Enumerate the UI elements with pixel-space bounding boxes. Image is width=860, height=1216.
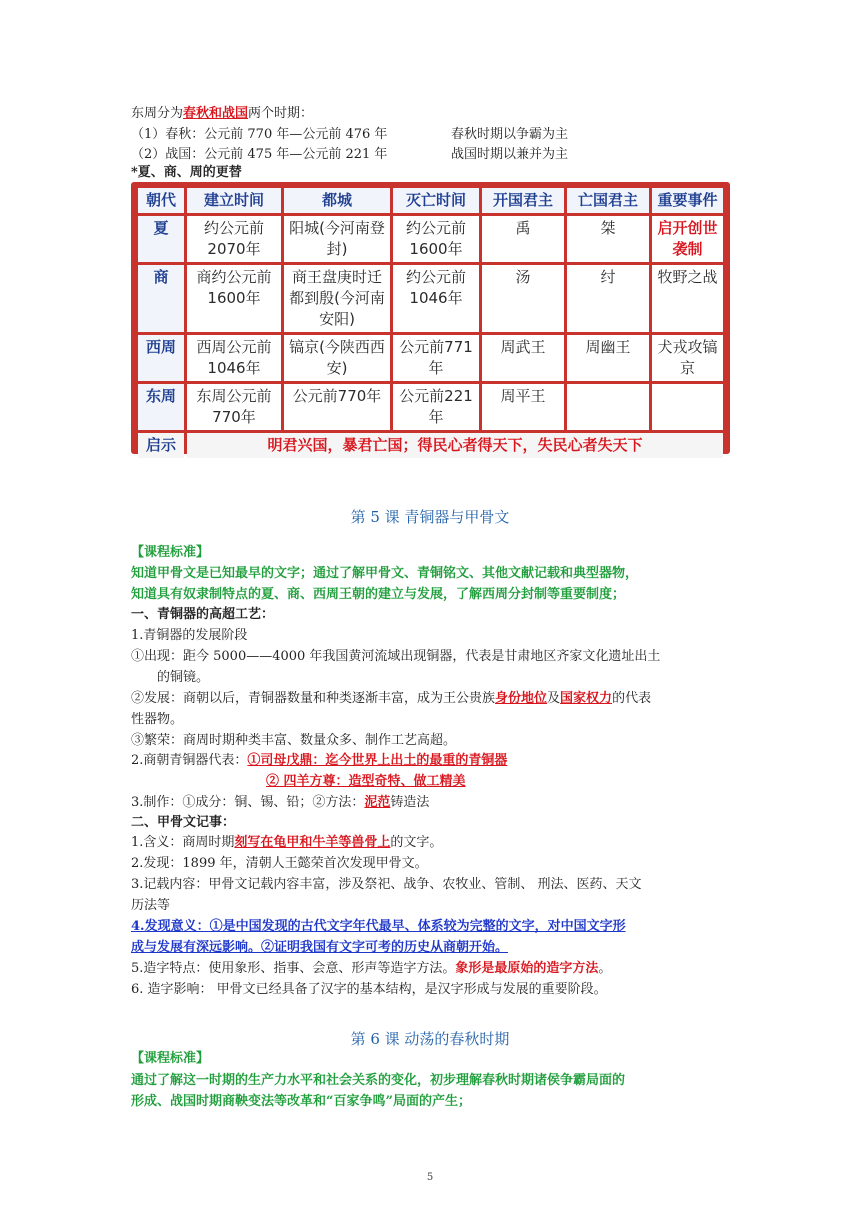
table-cell: 禹: [482, 216, 564, 262]
highlight-oracle-bone: 刻写在龟甲和牛羊等兽骨上: [234, 835, 391, 850]
text-line: [266, 773, 466, 791]
header-cell: 朝代: [138, 188, 184, 213]
table-row: [138, 216, 723, 262]
highlight-simuwu-ding: ①司母戊鼎：迄今世界上出土的最重的青铜器: [247, 753, 508, 768]
text-line: ①出现：距今 5000——4000 年我国黄河流域出现铜器，代表是甘肃地区齐家文化遗址出土: [131, 649, 661, 664]
dynasty-name: 商: [138, 265, 184, 332]
text-line: 2.商朝青铜器代表：①司母戊鼎：迄今世界上出土的最重的青铜器: [131, 753, 508, 768]
table-cell: 约公元前1046年: [393, 265, 479, 332]
text-line: 1.青铜器的发展阶段: [131, 628, 248, 643]
table-cell: [652, 384, 723, 430]
header-cell: 灭亡时间: [393, 188, 479, 213]
dynasty-name: 夏: [138, 216, 184, 262]
table-cell: 西周公元前1046年: [187, 335, 281, 381]
lesson5-standard-label: 【课程标准】: [131, 545, 210, 560]
lesson6-standard-label: 【课程标准】: [131, 1051, 210, 1066]
highlight-power: 国家权力: [560, 691, 613, 706]
header-cell: 重要事件: [652, 188, 723, 213]
footer-label: 启示: [138, 433, 184, 458]
lesson6-standard-line: 形成、战国时期商鞅变法等改革和“百家争鸣”局面的产生；: [131, 1094, 471, 1109]
table-cell: 东周公元前770年: [187, 384, 281, 430]
header-cell: 建立时间: [187, 188, 281, 213]
table-cell: 桀: [567, 216, 649, 262]
text-line: 性器物。: [131, 712, 184, 727]
header-cell: 开国君主: [482, 188, 564, 213]
text-line: 3.制作：①成分：铜、锡、铅；②方法：泥范铸造法: [131, 795, 430, 810]
highlight-siyang-fangzun: ② 四羊方尊：造型奇特、做工精美: [266, 774, 466, 789]
highlight-status: 身份地位: [495, 691, 548, 706]
dynasty-table: [131, 182, 730, 454]
table-cell: 商约公元前1600年: [187, 265, 281, 332]
footer-message: 明君兴国，暴君亡国；得民心者得天下，失民心者失天下: [187, 433, 723, 458]
lesson5-standard-line: 知道甲骨文是已知最早的文字；通过了解甲骨文、青铜铭文、其他文献记载和典型器物，: [131, 566, 639, 581]
table-cell: 纣: [567, 265, 649, 332]
significance-line: 成与发展有深远影响。②证明我国有文字可考的历史从商朝开始。: [131, 940, 509, 955]
table-cell: 商王盘庚时迁都到殷(今河南安阳): [284, 265, 390, 332]
text-line: 3.记载内容：甲骨文记载内容丰富，涉及祭祀、战争、农牧业、管制、 刑法、医药、天文: [131, 877, 642, 892]
table-cell: 公元前221年: [393, 384, 479, 430]
table-row: [138, 384, 723, 430]
intro-line-3: （2）战国：公元前 475 年—公元前 221 年 战国时期以兼并为主: [131, 147, 569, 162]
dynasty-name: 西周: [138, 335, 184, 381]
highlight-nifan: 泥范: [364, 795, 391, 810]
page-number: 5: [426, 1172, 434, 1183]
header-cell: 都城: [284, 188, 390, 213]
section-title: 一、青铜器的高超工艺：: [131, 607, 275, 622]
table-footer-row: [138, 433, 723, 458]
table-cell: 汤: [482, 265, 564, 332]
text-line: 2.发现：1899 年，清朝人王懿荣首次发现甲骨文。: [131, 856, 428, 871]
table-cell: 犬戎攻镐京: [652, 335, 723, 381]
table-cell: 启开创世袭制: [652, 216, 723, 262]
table-cell: 周平王: [482, 384, 564, 430]
text-line: 6. 造字影响： 甲骨文已经具备了汉字的基本结构，是汉字形成与发展的重要阶段。: [131, 982, 607, 997]
table-cell: 牧野之战: [652, 265, 723, 332]
header-cell: 亡国君主: [567, 188, 649, 213]
lesson6-title: 第 6 课 动荡的春秋时期: [350, 1030, 510, 1048]
intro-line-1: 东周分为春秋和战国两个时期：: [131, 106, 314, 121]
table-cell: 阳城(今河南登封): [284, 216, 390, 262]
significance-line: 4.发现意义：①是中国发现的古代文字年代最早、体系较为完整的文字，对中国文字形: [131, 919, 626, 934]
text-line: 的铜镜。: [157, 670, 210, 685]
table-header-row: [138, 188, 723, 213]
table-cell: 周幽王: [567, 335, 649, 381]
highlight-chunqiu-zhanguo: 春秋和战国: [183, 106, 249, 121]
text-line: 1.含义：商周时期刻写在龟甲和牛羊等兽骨上的文字。: [131, 835, 443, 850]
lesson6-standard-line: 通过了解这一时期的生产力水平和社会关系的变化，初步理解春秋时期诸侯争霸局面的: [131, 1073, 626, 1088]
table-cell: 公元前770年: [284, 384, 390, 430]
table-cell: 镐京(今陕西西安): [284, 335, 390, 381]
intro-line-2: （1）春秋：公元前 770 年—公元前 476 年 春秋时期以争霸为主: [131, 127, 569, 142]
table-cell: 公元前771年: [393, 335, 479, 381]
lesson5-title: 第 5 课 青铜器与甲骨文: [350, 508, 510, 526]
highlight-pictograph: 象形是最原始的造字方法: [455, 961, 599, 976]
lesson5-standard-line: 知道具有奴隶制特点的夏、商、西周王朝的建立与发展，了解西周分封制等重要制度；: [131, 587, 626, 602]
text-line: ②发展：商朝以后，青铜器数量和种类逐渐丰富，成为王公贵族身份地位及国家权力的代表: [131, 691, 652, 706]
text-line: 历法等: [131, 898, 171, 913]
section-title: 二、甲骨文记事：: [131, 815, 236, 830]
table-heading: *夏、商、周的更替: [131, 165, 242, 180]
table-cell: [567, 384, 649, 430]
table-cell: 约公元前2070年: [187, 216, 281, 262]
table-cell: 周武王: [482, 335, 564, 381]
text-line: 5.造字特点：使用象形、指事、会意、形声等造字方法。象形是最原始的造字方法。: [131, 961, 612, 976]
text-line: ③繁荣：商周时期种类丰富、数量众多、制作工艺高超。: [131, 733, 457, 748]
table-row: [138, 335, 723, 381]
table-row: [138, 265, 723, 332]
table-cell: 约公元前1600年: [393, 216, 479, 262]
dynasty-name: 东周: [138, 384, 184, 430]
